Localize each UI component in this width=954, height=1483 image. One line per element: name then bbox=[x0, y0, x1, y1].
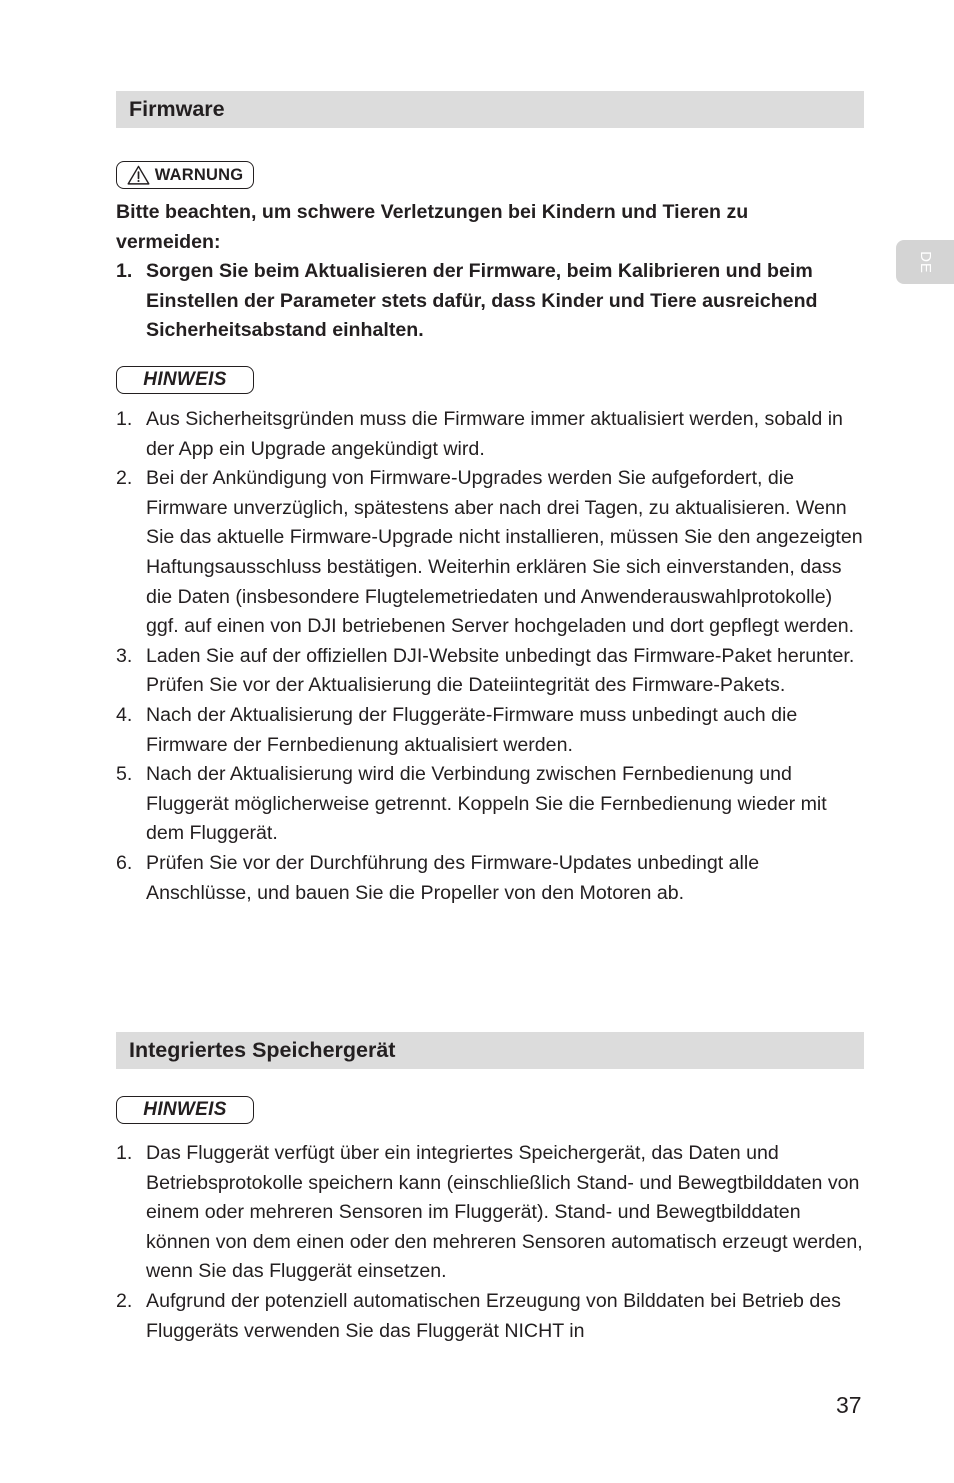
warning-intro: Bitte beachten, um schwere Verletzungen bei Kindern und Tieren zu vermeiden: bbox=[116, 201, 749, 253]
list-item: 2. Aufgrund der potenziell automatischen Erzeugung von Bilddaten bei Betrieb des Fluggeräts verwenden Sie das Fluggerät NICHT in bbox=[116, 1289, 841, 1342]
note-badge-label: HINWEIS bbox=[143, 369, 227, 390]
section-header-firmware bbox=[116, 91, 864, 128]
list-item: 1. Das Fluggerät verfügt über ein integriertes Speichergerät, das Daten und Betriebsprotokolle speichern kann (einschließlich Stand- und Bewegtbilddaten von einem oder mehreren Sensoren im Fluggerät). Stand- und Bewegtbilddaten können von dem einen oder den mehreren Sensoren automatisch erzeugt werden, wenn Sie das Fluggerät einsetzen. bbox=[116, 1142, 863, 1283]
section-title-storage: Integriertes Speichergerät bbox=[129, 1038, 396, 1062]
language-tab bbox=[896, 240, 954, 284]
list-item: 5. Nach der Aktualisierung wird die Verbindung zwischen Fernbedienung und Fluggerät möglicherweise getrennt. Koppeln Sie die Fernbedienung wieder mit dem Fluggerät. bbox=[116, 763, 827, 845]
note-badge-firmware bbox=[116, 366, 254, 394]
list-item: 4. Nach der Aktualisierung der Fluggeräte-Firmware muss unbedingt auch die Firmware der Fernbedienung aktualisiert werden. bbox=[116, 703, 798, 756]
note-badge-storage bbox=[116, 1096, 254, 1124]
warning-badge bbox=[116, 161, 254, 189]
language-tab-label: DE bbox=[916, 250, 934, 274]
warning-triangle-icon bbox=[127, 165, 150, 185]
firmware-note-list bbox=[116, 405, 868, 908]
section-header-storage bbox=[116, 1032, 864, 1069]
section-title-firmware: Firmware bbox=[129, 97, 225, 121]
warning-badge-label: WARNUNG bbox=[154, 165, 244, 184]
warning-list bbox=[116, 257, 846, 346]
list-item: 1. Sorgen Sie beim Aktualisieren der Firmware, beim Kalibrieren und beim Einstellen der Parameter stets dafür, dass Kinder und Tiere ausreichend Sicherheitsabstand einhalten. bbox=[116, 260, 818, 342]
storage-note-list bbox=[116, 1139, 868, 1346]
page-number: 37 bbox=[836, 1392, 862, 1418]
list-item: 6. Prüfen Sie vor der Durchführung des Firmware-Updates unbedingt alle Anschlüsse, und bauen Sie die Propeller von den Motoren ab. bbox=[116, 851, 760, 904]
note-badge-label: HINWEIS bbox=[143, 1099, 227, 1120]
list-item: 1. Aus Sicherheitsgründen muss die Firmware immer aktualisiert werden, sobald in der App ein Upgrade angekündigt wird. bbox=[116, 408, 843, 460]
list-item: 2. Bei der Ankündigung von Firmware-Upgrades werden Sie aufgefordert, die Firmware unverzüglich, spätestens aber nach drei Tagen, zu aktualisieren. Wenn Sie das aktuelle Firmware-Upgrade nicht installieren, müssen Sie den angezeigten Haftungsausschluss bestätigen. Weiterhin erklären Sie sich einverstanden, dass die Daten (insbesondere Flugtelemetriedaten und Anwenderauswahlprotokolle) ggf. auf einen von DJI betriebenen Server hochgeladen und dort gepflegt werden. bbox=[116, 467, 863, 638]
list-item: 3. Laden Sie auf der offiziellen DJI-Website unbedingt das Firmware-Paket herunter. Prüfen Sie vor der Aktualisierung die Dateiintegrität des Firmware-Pakets. bbox=[116, 644, 855, 697]
